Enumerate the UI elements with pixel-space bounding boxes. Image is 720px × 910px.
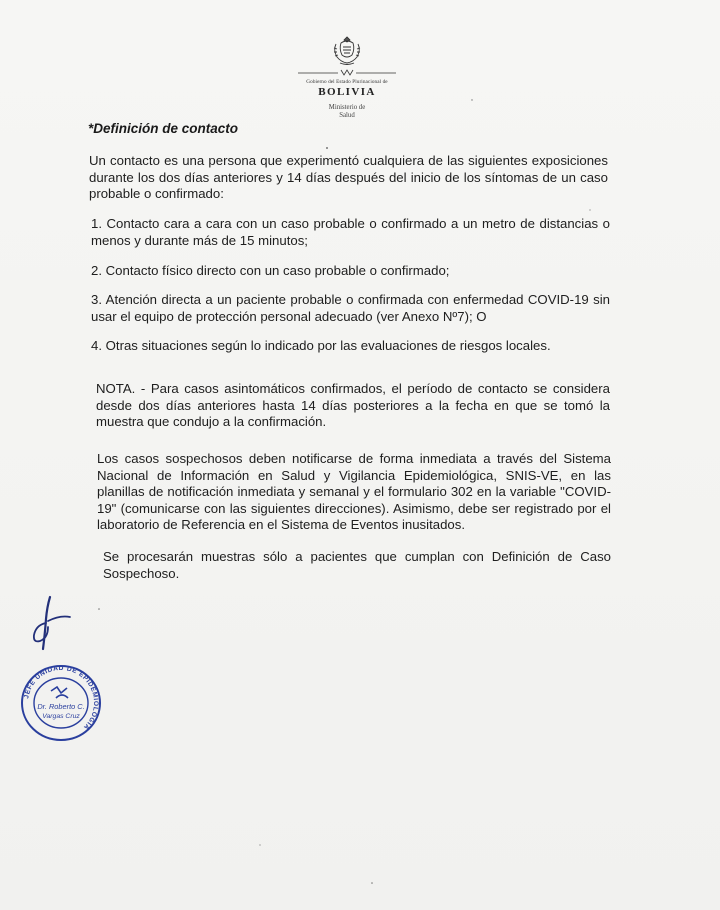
- ministry-name: [296, 104, 398, 120]
- ministry-line-2: Salud: [339, 112, 355, 119]
- handwritten-signature: [22, 593, 82, 653]
- country-name: BOLIVIA: [318, 86, 376, 98]
- government-line: Gobierno del Estado Plurinacional de: [306, 79, 388, 85]
- stamp-name-line-2: Vargas Cruz: [42, 713, 80, 720]
- coat-of-arms-icon: [330, 34, 364, 68]
- list-item: 3. Atención directa a un paciente probable o confirmada con enfermedad COVID-19 sin usar el equipo de protección personal adecuado (ver Anexo Nº7); O: [91, 292, 610, 324]
- list-item: 1. Contacto cara a cara con un caso probable o confirmado a un metro de distancias o menos y durante más de 15 minutos;: [91, 216, 610, 248]
- letterhead: [296, 34, 398, 120]
- section-title: *Definición de contacto: [88, 121, 239, 136]
- list-item: 2. Contacto físico directo con un caso probable o confirmado;: [91, 263, 450, 278]
- note-paragraph: NOTA. - Para casos asintomáticos confirmados, el período de contacto se considera desde dos días anteriores hasta 14 días posteriores a la fecha en que se tomó la muestra que condujo a la confirmación.: [96, 381, 610, 429]
- stamp-name-line-1: Dr. Roberto C.: [37, 702, 85, 711]
- ministry-line-1: Ministerio de: [328, 104, 366, 111]
- intro-paragraph: Un contacto es una persona que experimentó cualquiera de las siguientes exposiciones durante los dos días anteriores y 14 días después del inicio de los síntomas de un caso probable o confirmado:: [89, 153, 608, 201]
- stamp-ring-text: JEFE UNIDAD DE EPIDEMIOLOGÍA: [23, 664, 100, 731]
- notification-paragraph: Los casos sospechosos deben notificarse de forma inmediata a través del Sistema Nacional de Información en Salud y Vigilancia Epidemiológica, SNIS-VE, en las planillas de notificación inmediata y semanal y el formulario 302 en la variable "COVID-19" (comunicarse con las siguientes direcciones). Asimismo, debe ser registrado por el laboratorio de Referencia en el Sistema de Eventos inusitados.: [97, 451, 611, 532]
- list-item: 4. Otras situaciones según lo indicado por las evaluaciones de riesgos locales.: [91, 338, 551, 353]
- official-stamp: [18, 663, 104, 743]
- sampling-paragraph: Se procesarán muestras sólo a pacientes que cumplan con Definición de Caso Sospechoso.: [103, 549, 611, 581]
